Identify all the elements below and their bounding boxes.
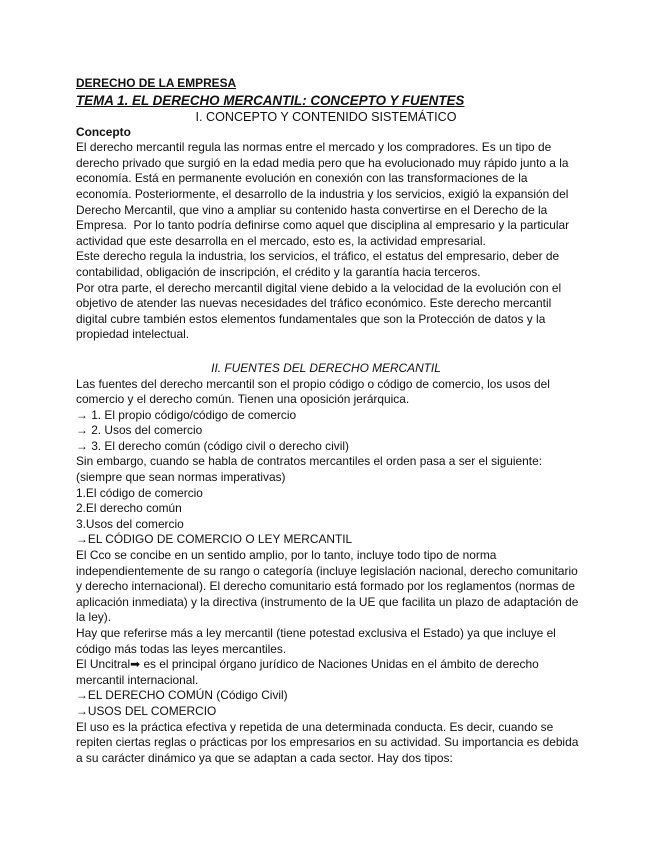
topic-title: TEMA 1. EL DERECHO MERCANTIL: CONCEPTO Y FUENTES [76,92,465,108]
text-line: El Uncitral➡ es el principal órgano jurídico de Naciones Unidas en el ámbito de derecho [76,657,539,672]
text-line: actividad que este desarrolla en el mercado, esto es, la actividad empresarial. [76,233,486,248]
text-line: (siempre que sean normas imperativas) [76,470,286,485]
text-line: repiten ciertas reglas o prácticas por los empresarios en su actividad. Su importancia es debida [76,735,579,750]
text-line: Este derecho regula la industria, los servicios, el tráfico, el estatus del empresario, deber de [76,249,560,264]
subheading: →EL CÓDIGO DE COMERCIO O LEY MERCANTIL [76,532,353,547]
text-line: contabilidad, obligación de inscripción, el crédito y la garantía hacia terceros. [76,264,481,279]
text-line: Sin embargo, cuando se habla de contratos mercantiles el orden pasa a ser el siguiente: [76,454,542,469]
text-line: objetivo de atender las nuevas necesidades del tráfico económico. Este derecho mercantil [76,296,552,311]
section-2-title: II. FUENTES DEL DERECHO MERCANTIL [211,360,441,375]
course-title: DERECHO DE LA EMPRESA [76,76,237,90]
text-line: a su carácter dinámico ya que se adaptan a cada sector. Hay dos tipos: [76,750,453,765]
text-line: Empresa. Por lo tanto podría definirse como aquel que disciplina al empresario y la particular [76,218,570,233]
text-line: digital cubre también estos elementos fundamentales que son la Protección de datos y la [76,311,546,326]
text-line: Por otra parte, el derecho mercantil digital viene debido a la velocidad de la evolución con el [76,280,562,295]
list-item: 3.Usos del comercio [76,516,184,531]
concepto-paragraph [76,140,576,343]
subheading: →USOS DEL COMERCIO [76,703,217,718]
text-line: El uso es la práctica efectiva y repetida de una determinada conducta. Es decir, cuando se [76,719,554,734]
list-item: → 3. El derecho común (código civil o derecho civil) [76,438,349,453]
list-item: 2.El derecho común [76,501,182,516]
text-line: aplicación inmediata) y la directiva (instrumento de la UE que facilita un plazo de adaptación de [76,594,579,609]
text-line: la ley). [76,610,112,625]
text-line: Derecho Mercantil, que vino a ampliar su contenido hasta convertirse en el Derecho de la [76,202,548,217]
concepto-heading: Concepto [76,124,131,139]
text-line: economía. Posteriormente, el desarrollo de la industria y los servicios, exigió la expansión del [76,186,569,201]
subheading: →EL DERECHO COMÚN (Código Civil) [76,688,288,703]
text-line: Hay que referirse más a ley mercantil (tiene potestad exclusiva el Estado) ya que incluye el [76,626,556,640]
text-line: independientemente de su rango o categoría (incluye legislación nacional, derecho comunitario [76,563,578,578]
text-line: Las fuentes del derecho mercantil son el propio código o código de comercio, los usos del [76,376,550,391]
list-item: → 1. El propio código/código de comercio [76,407,297,422]
text-line: El Cco se concibe en un sentido amplio, por lo tanto, incluye todo tipo de norma [76,548,497,563]
text-line: código más todas las leyes mercantiles. [76,641,287,656]
text-line: mercantil internacional. [76,672,199,687]
text-line: derecho privado que surgió en la edad media pero que ha evolucionado muy rápido junto a la [76,155,569,170]
document-page [76,76,579,766]
text-line: El derecho mercantil regula las normas entre el mercado y los compradores. Es un tipo de [76,140,552,155]
text-line: economía. Está en permanente evolución en conexión con las transformaciones de la [76,171,528,186]
text-line: y derecho internacional). El derecho comunitario está formado por los reglamentos (normas de [76,579,576,594]
text-line: propiedad intelectual. [76,327,190,342]
section-1-title: I. CONCEPTO Y CONTENIDO SISTEMÁTICO [195,109,457,124]
list-item: → 2. Usos del comercio [76,423,203,438]
text-line: comercio y el derecho común. Tienen una oposición jerárquica. [76,392,410,407]
fuentes-paragraph [76,376,579,767]
list-item: 1.El código de comercio [76,485,203,500]
